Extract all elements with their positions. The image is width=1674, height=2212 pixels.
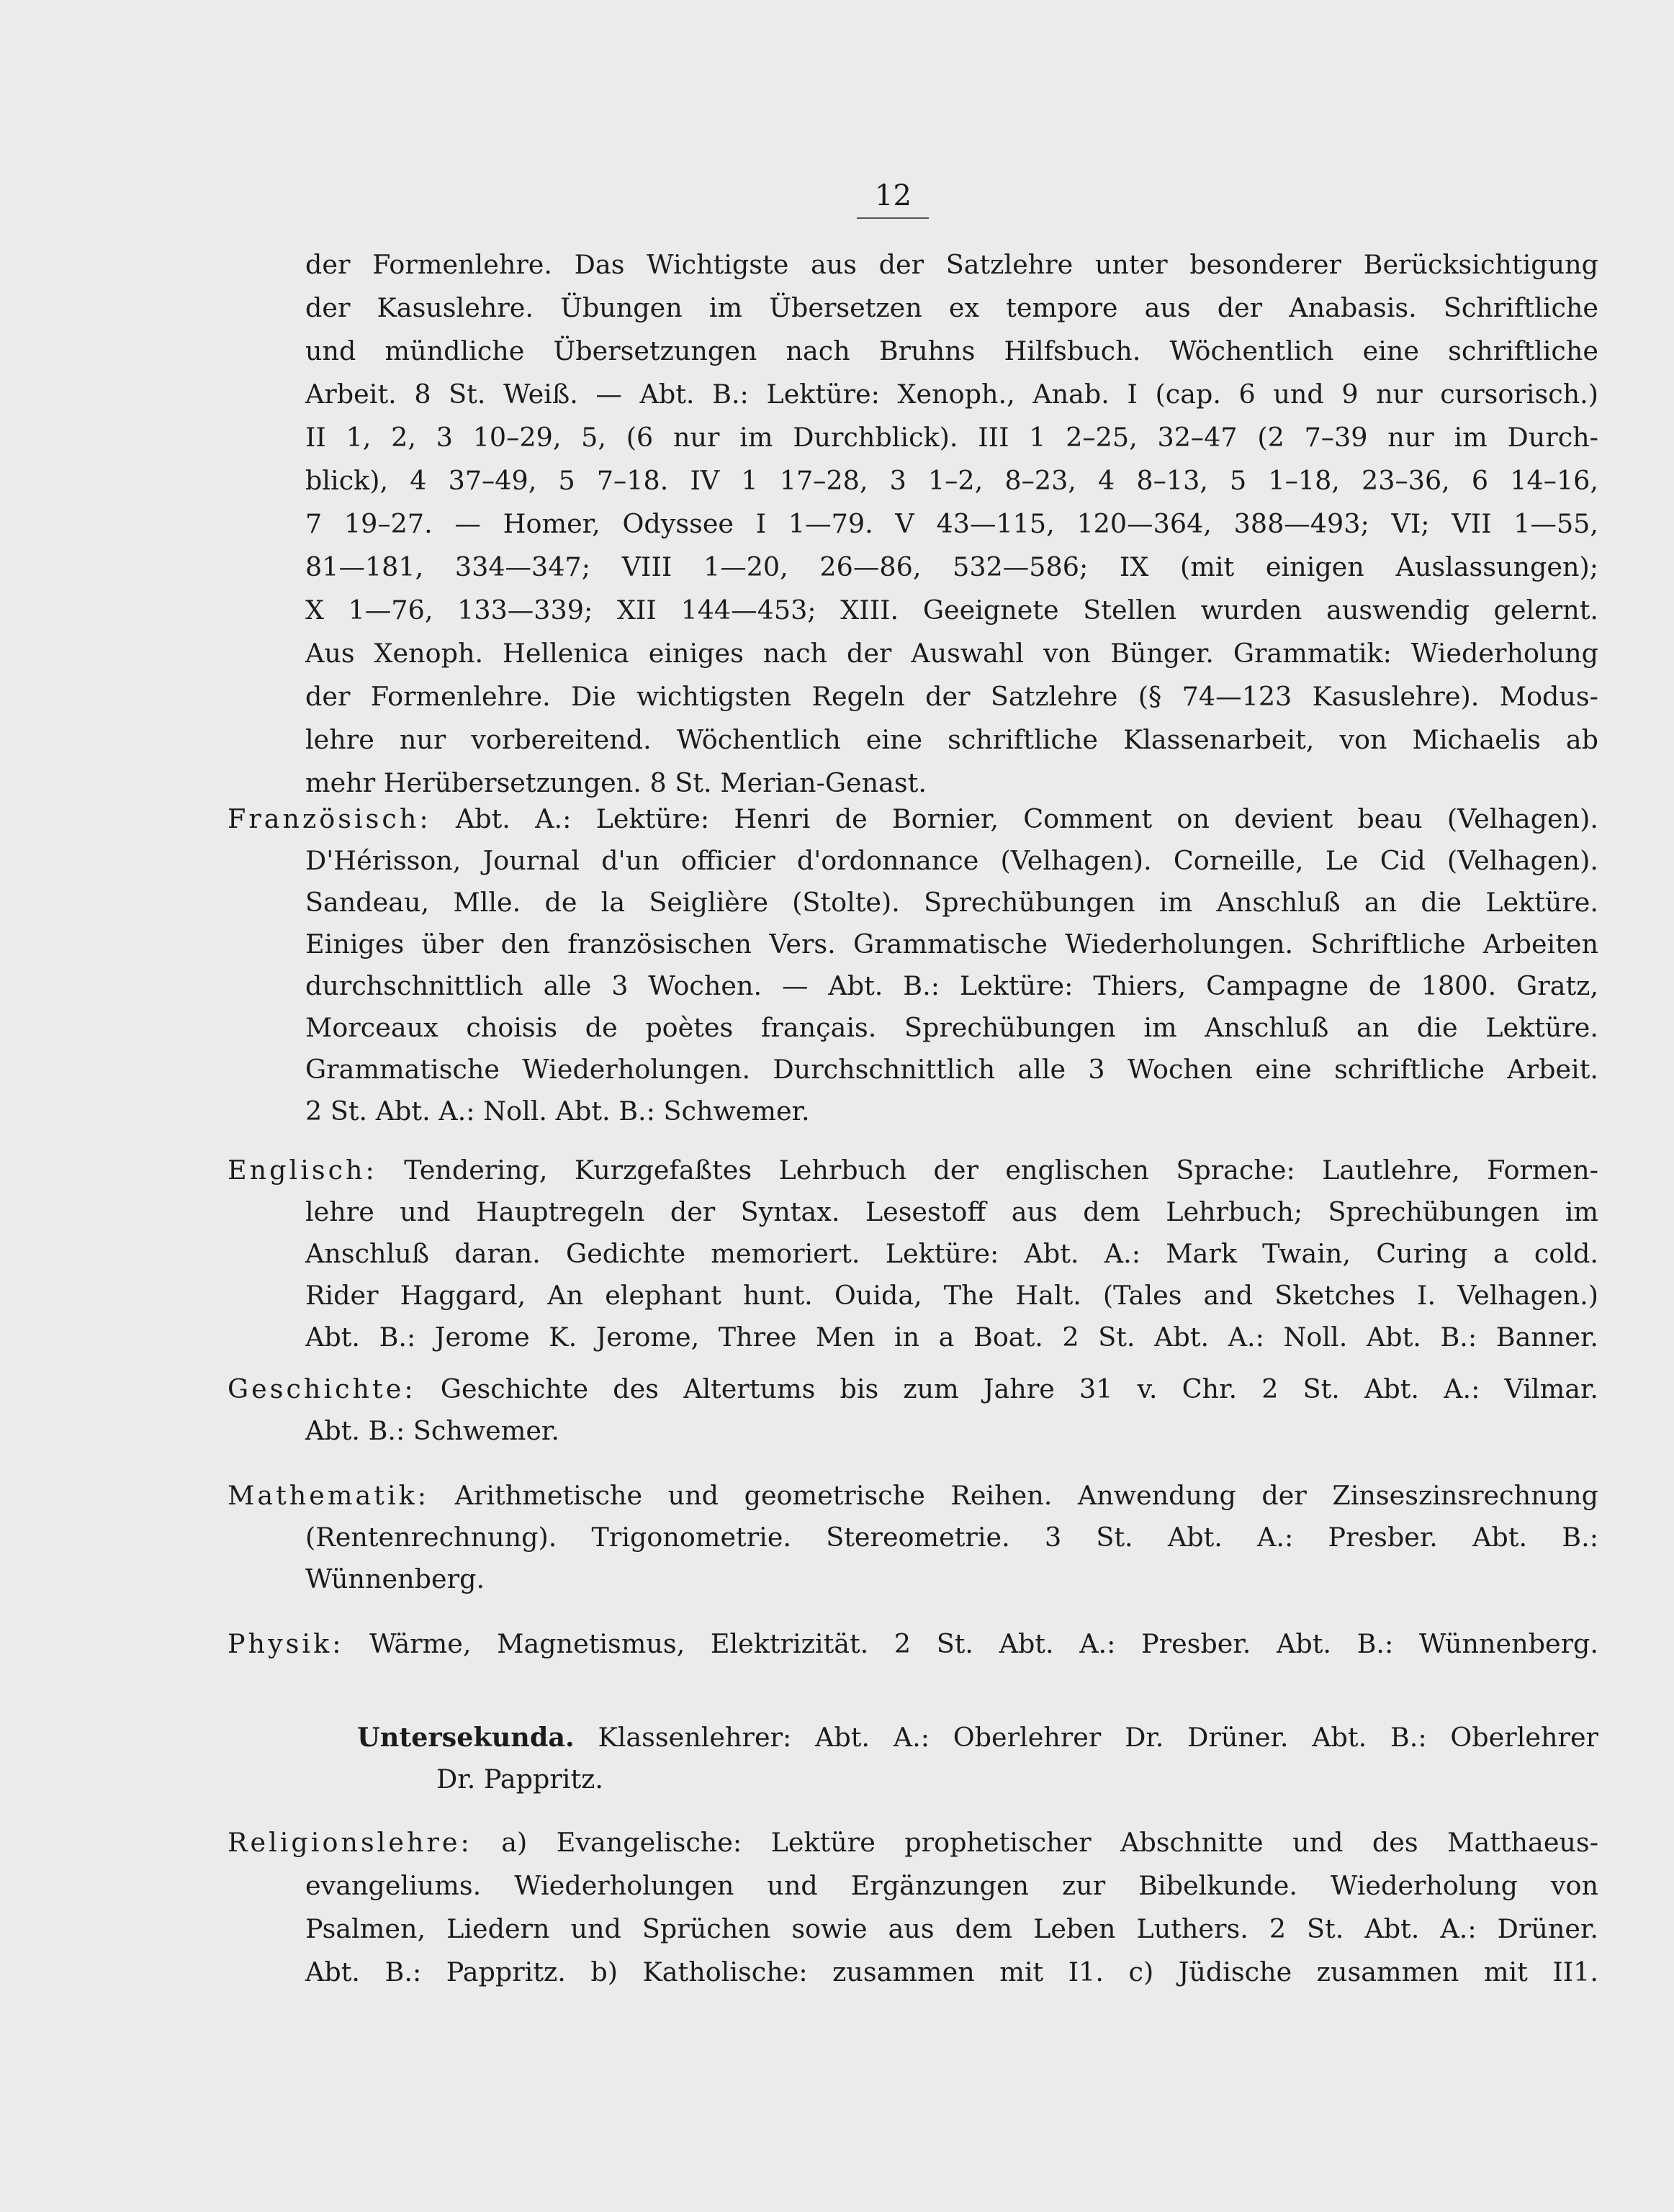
text-line: 7 19–27. — Homer, Odyssee I 1—79. V 43—115, 120—364, 388—493; VI; VII 1—55, bbox=[305, 508, 1598, 539]
page-number: 12 bbox=[875, 179, 912, 212]
text-run: a) Evangelische: Lektüre prophetischer Abschnitte und des Matthaeus- bbox=[501, 1827, 1598, 1858]
text-line: (Rentenrechnung). Trigonometrie. Stereometrie. 3 St. Abt. A.: Presber. Abt. B.: bbox=[305, 1522, 1598, 1553]
text-run: Geschichte des Altertums bis zum Jahre 31 v. Chr. 2 St. Abt. A.: Vilmar. bbox=[440, 1373, 1598, 1404]
text-line: Morceaux choisis de poètes français. Sprechübungen im Anschluß an die Lektüre. bbox=[305, 1012, 1598, 1043]
section-heading-english: Englisch: bbox=[228, 1155, 377, 1186]
history-section-first-line bbox=[228, 1372, 1598, 1407]
text-line: Sandeau, Mlle. de la Seiglière (Stolte). Sprechübungen im Anschluß an die Lektüre. bbox=[305, 887, 1598, 918]
section-heading-physics: Physik: bbox=[228, 1628, 344, 1659]
page-number-rule bbox=[857, 217, 929, 219]
class-heading-untersekunda: Untersekunda. bbox=[357, 1722, 575, 1753]
text-line: lehre nur vorbereitend. Wöchentlich eine schriftliche Klassenarbeit, von Michaelis ab bbox=[305, 724, 1598, 755]
text-line: Arbeit. 8 St. Weiß. — Abt. B.: Lektüre: Xenoph., Anab. I (cap. 6 und 9 nur cursorisch.) bbox=[305, 379, 1598, 410]
text-line: Rider Haggard, An elephant hunt. Ouida, The Halt. (Tales and Sketches I. Velhagen.) bbox=[305, 1280, 1598, 1311]
text-line: der Formenlehre. Das Wichtigste aus der Satzlehre unter besonderer Berücksichtigung bbox=[305, 249, 1598, 280]
section-heading-religion: Religionslehre: bbox=[228, 1827, 472, 1858]
text-line: der Formenlehre. Die wichtigsten Regeln der Satzlehre (§ 74—123 Kasuslehre). Modus- bbox=[305, 681, 1598, 712]
text-line: X 1—76, 133—339; XII 144—453; XIII. Geeignete Stellen wurden auswendig gelernt. bbox=[305, 595, 1598, 626]
physics-section-line bbox=[228, 1627, 1598, 1661]
text-line: mehr Herübersetzungen. 8 St. Merian-Genast. bbox=[305, 767, 927, 798]
text-run: Wärme, Magnetismus, Elektrizität. 2 St. Abt. A.: Presber. Abt. B.: Wünnenberg. bbox=[369, 1628, 1598, 1659]
text-line: Anschluß daran. Gedichte memoriert. Lektüre: Abt. A.: Mark Twain, Curing a cold. bbox=[305, 1238, 1598, 1269]
text-line: Dr. Pappritz. bbox=[436, 1764, 603, 1795]
text-line: 2 St. Abt. A.: Noll. Abt. B.: Schwemer. bbox=[305, 1096, 810, 1127]
text-line: durchschnittlich alle 3 Wochen. — Abt. B.: Lektüre: Thiers, Campagne de 1800. Gratz, bbox=[305, 970, 1598, 1001]
section-heading-math: Mathematik: bbox=[228, 1480, 430, 1511]
text-line: Grammatische Wiederholungen. Durchschnittlich alle 3 Wochen eine schriftliche Arbeit. bbox=[305, 1054, 1598, 1085]
text-line: Abt. B.: Jerome K. Jerome, Three Men in a Boat. 2 St. Abt. A.: Noll. Abt. B.: Banner. bbox=[305, 1322, 1598, 1353]
english-section-first-line bbox=[228, 1153, 1598, 1188]
section-heading-history: Geschichte: bbox=[228, 1373, 416, 1404]
text-line: Abt. B.: Pappritz. b) Katholische: zusammen mit I1. c) Jüdische zusammen mit II1. bbox=[305, 1956, 1598, 1987]
text-line: Wünnenberg. bbox=[305, 1563, 485, 1594]
untersekunda-heading-line bbox=[357, 1720, 1598, 1755]
text-run: Tendering, Kurzgefaßtes Lehrbuch der englischen Sprache: Lautlehre, Formen- bbox=[404, 1155, 1598, 1186]
religion-section-first-line bbox=[228, 1825, 1598, 1860]
french-section-first-line bbox=[228, 802, 1598, 836]
text-line: Aus Xenoph. Hellenica einiges nach der Auswahl von Bünger. Grammatik: Wiederholung bbox=[305, 638, 1598, 669]
text-line: der Kasuslehre. Übungen im Übersetzen ex tempore aus der Anabasis. Schriftliche bbox=[305, 292, 1598, 323]
text-run: Abt. A.: Lektüre: Henri de Bornier, Comment on devient beau (Velhagen). bbox=[455, 803, 1599, 834]
text-line: Psalmen, Liedern und Sprüchen sowie aus dem Leben Luthers. 2 St. Abt. A.: Drüner. bbox=[305, 1913, 1598, 1944]
section-heading-french: Französisch: bbox=[228, 803, 431, 834]
text-run: Arithmetische und geometrische Reihen. Anwendung der Zinseszinsrechnung bbox=[454, 1480, 1598, 1511]
text-line: evangeliums. Wiederholungen und Ergänzungen zur Bibelkunde. Wiederholung von bbox=[305, 1870, 1598, 1901]
math-section-first-line bbox=[228, 1479, 1598, 1513]
text-line: und mündliche Übersetzungen nach Bruhns Hilfsbuch. Wöchentlich eine schriftliche bbox=[305, 335, 1598, 366]
text-line: blick), 4 37–49, 5 7–18. IV 1 17–28, 3 1–2, 8–23, 4 8–13, 5 1–18, 23–36, 6 14–16, bbox=[305, 465, 1598, 496]
text-line: lehre und Hauptregeln der Syntax. Lesestoff aus dem Lehrbuch; Sprechübungen im bbox=[305, 1196, 1598, 1227]
text-line: D'Hérisson, Journal d'un officier d'ordonnance (Velhagen). Corneille, Le Cid (Velhagen). bbox=[305, 845, 1598, 876]
text-line: 81—181, 334—347; VIII 1—20, 26—86, 532—586; IX (mit einigen Auslassungen); bbox=[305, 551, 1598, 582]
text-line: II 1, 2, 3 10–29, 5, (6 nur im Durchblick). III 1 2–25, 32–47 (2 7–39 nur im Durch- bbox=[305, 422, 1598, 453]
text-line: Einiges über den französischen Vers. Grammatische Wiederholungen. Schriftliche Arbeiten bbox=[305, 929, 1598, 960]
text-run: Klassenlehrer: Abt. A.: Oberlehrer Dr. Drüner. Abt. B.: Oberlehrer bbox=[598, 1722, 1598, 1753]
text-line: Abt. B.: Schwemer. bbox=[305, 1415, 559, 1446]
